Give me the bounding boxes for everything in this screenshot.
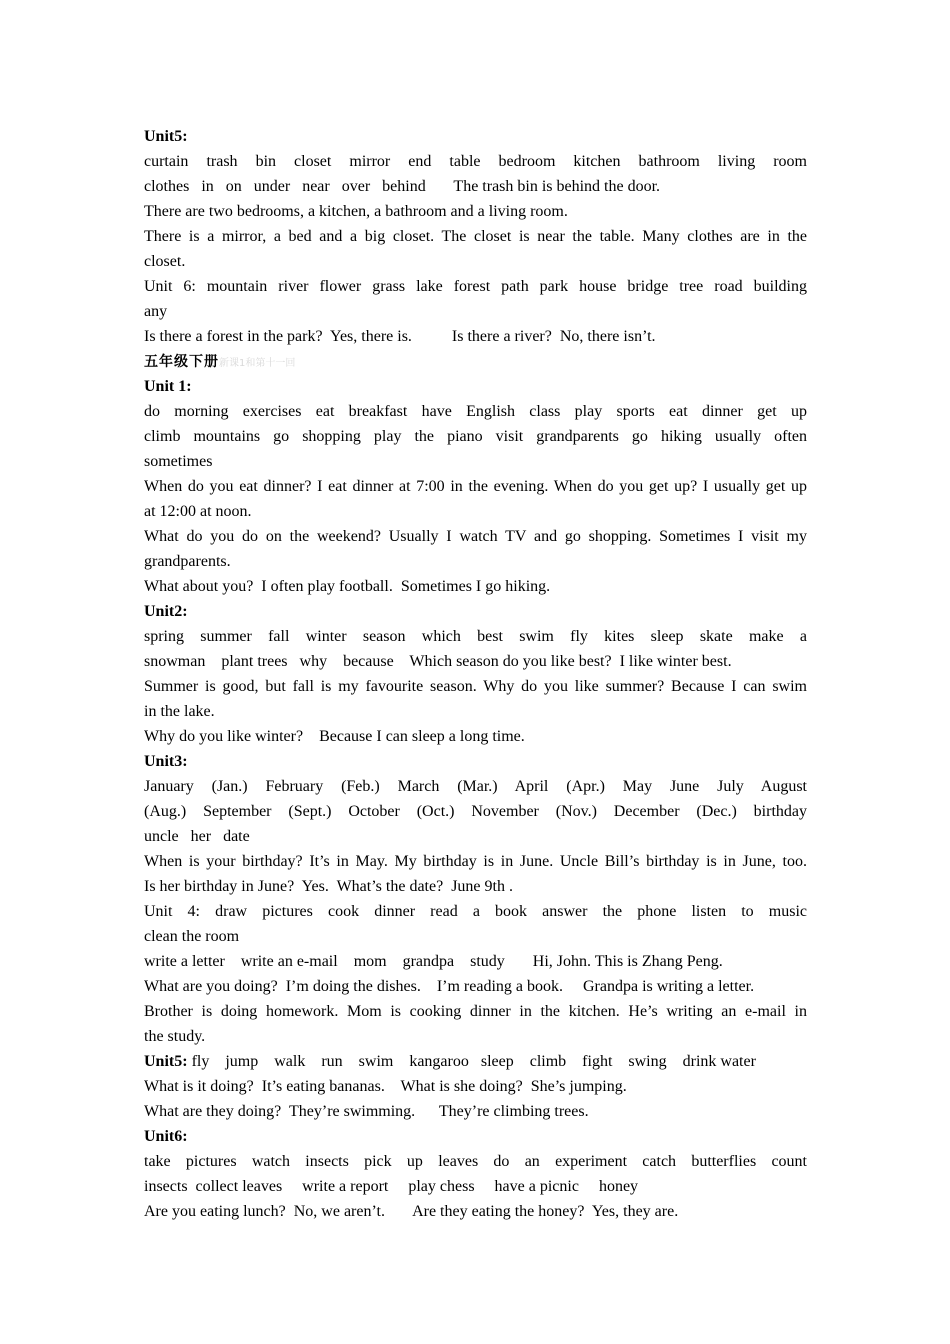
unit6b-vocab-line-1: take pictures watch insects pick up leaves do an experiment catch butterflies count xyxy=(144,1153,807,1170)
unit6b-vocab-line-2: insects collect leaves write a report play chess have a picnic honey xyxy=(144,1178,639,1195)
unit4-vocab-line-3: write a letter write an e-mail mom grandpa study Hi, John. This is Zhang Peng. xyxy=(144,953,723,970)
section-title: 五年级下册 xyxy=(144,354,219,370)
unit3-vocab-line-2: (Aug.) September (Sept.) October (Oct.) November (Nov.) December (Dec.) birthday xyxy=(144,803,807,820)
unit4-sentence-2-cont: the study. xyxy=(144,1028,206,1045)
unit1-sentence-1-cont: at 12:00 at noon. xyxy=(144,503,252,520)
unit4-sentence-1: What are you doing? I’m doing the dishes. I’m reading a book. Grandpa is writing a letter. xyxy=(144,978,755,995)
unit1-sentence-1: When do you eat dinner? I eat dinner at 7:00 in the evening. When do you get up? I usually get up xyxy=(144,478,807,495)
unit5b-vocab-row xyxy=(144,1049,807,1074)
unit1-sentence-2: What do you do on the weekend? Usually I watch TV and go shopping. Sometimes I visit my xyxy=(144,528,807,545)
unit5-vocab-line-2: clothes in on under near over behind The trash bin is behind the door. xyxy=(144,178,661,195)
unit5b-sentence-2: What are they doing? They’re swimming. They’re climbing trees. xyxy=(144,1103,589,1120)
unit2-vocab-line-2: snowman plant trees why because Which season do you like best? I like winter best. xyxy=(144,653,732,670)
unit1-sentence-3: What about you? I often play football. Sometimes I go hiking. xyxy=(144,578,551,595)
unit5-vocab-line-1: curtain trash bin closet mirror end table bedroom kitchen bathroom living room xyxy=(144,153,807,170)
unit5b-heading: Unit5: xyxy=(144,1053,188,1070)
unit3-sentence-1: When is your birthday? It’s in May. My birthday is in June. Uncle Bill’s birthday is in June, too. xyxy=(144,853,807,870)
unit3-vocab-line-3: uncle her date xyxy=(144,828,250,845)
unit5b-vocab-line-1: fly jump walk run swim kangaroo sleep climb fight swing drink water xyxy=(187,1053,756,1070)
section-title-row xyxy=(144,349,807,374)
unit6b-heading: Unit6: xyxy=(144,1128,188,1145)
unit5-sentence-1: There are two bedrooms, a kitchen, a bathroom and a living room. xyxy=(144,203,568,220)
unit6-sentence-1: Is there a forest in the park? Yes, there is. Is there a river? No, there isn’t. xyxy=(144,328,656,345)
section-watermark: 新课1和第十一回 xyxy=(219,358,296,369)
unit5-sentence-2: There is a mirror, a bed and a big closet. The closet is near the table. Many clothes are in the xyxy=(144,228,807,245)
unit4-sentence-2: Brother is doing homework. Mom is cooking dinner in the kitchen. He’s writing an e-mail in xyxy=(144,1003,807,1020)
unit5b-sentence-1: What is it doing? It’s eating bananas. What is she doing? She’s jumping. xyxy=(144,1078,627,1095)
document-page xyxy=(144,124,807,1224)
unit2-sentence-1-cont: in the lake. xyxy=(144,703,215,720)
unit1-vocab-line-3: sometimes xyxy=(144,453,213,470)
unit2-vocab-line-1: spring summer fall winter season which best swim fly kites sleep skate make a xyxy=(144,628,807,645)
unit1-sentence-2-cont: grandparents. xyxy=(144,553,231,570)
unit6b-sentence-1: Are you eating lunch? No, we aren’t. Are they eating the honey? Yes, they are. xyxy=(144,1203,679,1220)
unit1-vocab-line-2: climb mountains go shopping play the piano visit grandparents go hiking usually often xyxy=(144,428,807,445)
unit2-sentence-1: Summer is good, but fall is my favourite season. Why do you like summer? Because I can swim xyxy=(144,678,807,695)
unit5-heading: Unit5: xyxy=(144,128,188,145)
unit5-sentence-2-cont: closet. xyxy=(144,253,186,270)
unit3-sentence-2: Is her birthday in June? Yes. What’s the date? June 9th . xyxy=(144,878,513,895)
unit1-vocab-line-1: do morning exercises eat breakfast have English class play sports eat dinner get up xyxy=(144,403,807,420)
unit3-heading: Unit3: xyxy=(144,753,188,770)
unit2-heading: Unit2: xyxy=(144,603,188,620)
unit6-vocab-line-1: Unit 6: mountain river flower grass lake forest path park house bridge tree road building xyxy=(144,278,807,295)
unit1-heading: Unit 1: xyxy=(144,378,192,395)
unit2-sentence-2: Why do you like winter? Because I can sleep a long time. xyxy=(144,728,525,745)
unit6-vocab-line-2: any xyxy=(144,303,168,320)
unit4-vocab-line-1: Unit 4: draw pictures cook dinner read a book answer the phone listen to music xyxy=(144,903,807,920)
unit4-vocab-line-2: clean the room xyxy=(144,928,240,945)
unit3-vocab-line-1: January (Jan.) February (Feb.) March (Mar.) April (Apr.) May June July August xyxy=(144,778,807,795)
